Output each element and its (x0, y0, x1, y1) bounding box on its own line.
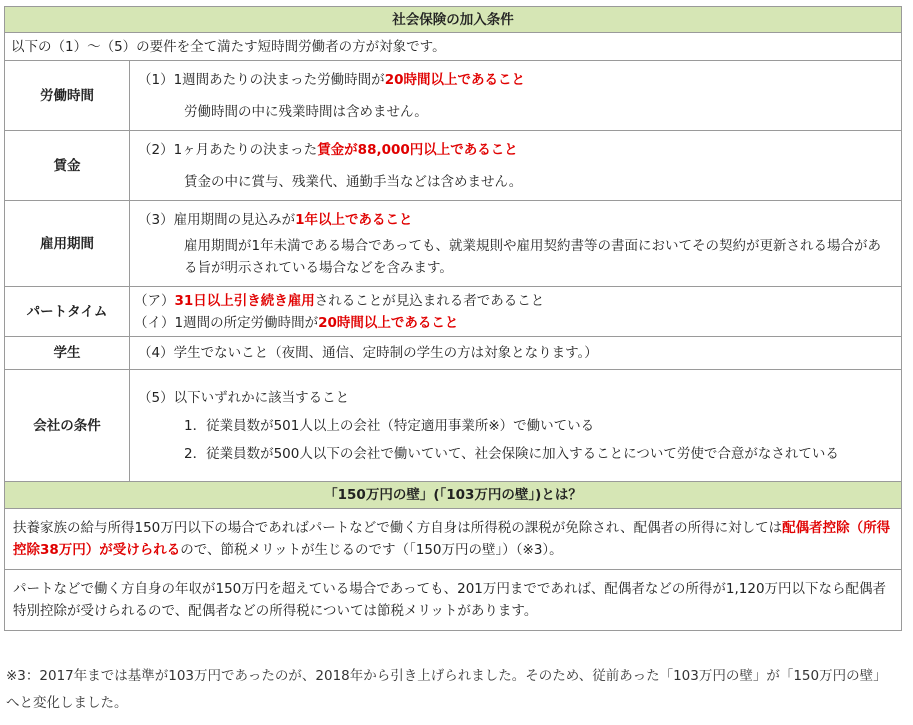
condition-emphasis: 賃金が88,000円以上であること (317, 141, 518, 158)
condition-line (138, 69, 893, 91)
paragraph-text: 扶養家族の給与所得150万円以下の場合であればパートなどで働く方自身は所得税の課税が免除され、配偶者の所得に対しては (13, 520, 783, 536)
condition-note: 労働時間の中に残業時間は含めません。 (184, 103, 428, 120)
company-item-2: 2．従業員数が500人以下の会社で働いていて、社会保険に加入することについて労使で合意がなされている (184, 445, 839, 462)
condition-emphasis: 20時間以上であること (384, 71, 525, 88)
label-company: 会社の条件 (5, 370, 130, 482)
social-insurance-table (4, 6, 902, 631)
intro-text: 以下の（1）～（5）の要件を全て満たす短時間労働者の方が対象です。 (5, 33, 902, 61)
content-wage (130, 131, 902, 201)
row-company (5, 370, 902, 482)
content-part-time (130, 287, 902, 337)
wall-paragraph-2-row (5, 570, 902, 631)
condition-text: （1）1週間あたりの決まった労働時間が (138, 71, 385, 88)
condition-line (138, 139, 893, 161)
row-employment-period (5, 201, 902, 287)
row-working-hours (5, 61, 902, 131)
label-working-hours: 労働時間 (5, 61, 130, 131)
row-student (5, 337, 902, 370)
paragraph-emphasis: 配偶者控除（所得控除38万円）が受けられる (13, 520, 891, 558)
footnote: ※3：2017年までは基準が103万円であったのが、2018年から引き上げられました。そのため、従前あった「103万円の壁」が「150万円の壁」へと変化しました。 (6, 668, 887, 711)
condition-note: 雇用期間が1年未満である場合であっても、就業規則や雇用契約書等の書面においてその契約が更新される場合がある旨が明示されている場合などを含みます。 (184, 237, 881, 276)
content-student: （4）学生でないこと（夜間、通信、定時制の学生の方は対象となります。） (130, 337, 902, 370)
condition-line-a (134, 290, 893, 312)
condition-emphasis: 31日以上引き続き雇用 (174, 292, 315, 309)
wall-paragraph-1-row (5, 509, 902, 570)
label-employment-period: 雇用期間 (5, 201, 130, 287)
paragraph-text: ので、節税メリットが生じるのです（「150万円の壁」）（※3）。 (180, 542, 563, 558)
condition-line: （5）以下いずれかに該当すること (138, 389, 350, 406)
condition-text: （ア） (134, 292, 175, 309)
label-part-time: パートタイム (5, 287, 130, 337)
wall-paragraph-1 (5, 509, 902, 570)
wall-title: 「150万円の壁」(「103万円の壁」)とは？ (5, 482, 902, 509)
company-item-1: 1．従業員数が501人以上の会社（特定適用事業所※）で働いている (184, 417, 595, 434)
condition-text: （3）雇用期間の見込みが (138, 211, 296, 228)
wall-paragraph-2: パートなどで働く方自身の年収が150万円を超えている場合であっても、201万円までであれば、配偶者などの所得が1,120万円以下なら配偶者特別控除が受けられるので、配偶者などの所得税については節税メリットがあります。 (5, 570, 902, 631)
condition-note: 賃金の中に賞与、残業代、通勤手当などは含めません。 (184, 173, 523, 190)
table-title: 社会保険の加入条件 (5, 7, 902, 33)
content-working-hours (130, 61, 902, 131)
row-wage (5, 131, 902, 201)
row-part-time (5, 287, 902, 337)
wall-title-row (5, 482, 902, 509)
condition-line (138, 209, 893, 231)
condition-text: （イ）1週間の所定労働時間が (134, 314, 319, 331)
label-student: 学生 (5, 337, 130, 370)
condition-text: されることが見込まれる者であること (314, 292, 545, 309)
condition-line-b (134, 312, 893, 334)
table-title-row (5, 7, 902, 33)
label-wage: 賃金 (5, 131, 130, 201)
condition-emphasis: 20時間以上であること (318, 314, 459, 331)
condition-text: （2）1ヶ月あたりの決まった (138, 141, 318, 158)
intro-row (5, 33, 902, 61)
content-employment-period (130, 201, 902, 287)
condition-emphasis: 1年以上であること (295, 211, 413, 228)
content-company (130, 370, 902, 482)
